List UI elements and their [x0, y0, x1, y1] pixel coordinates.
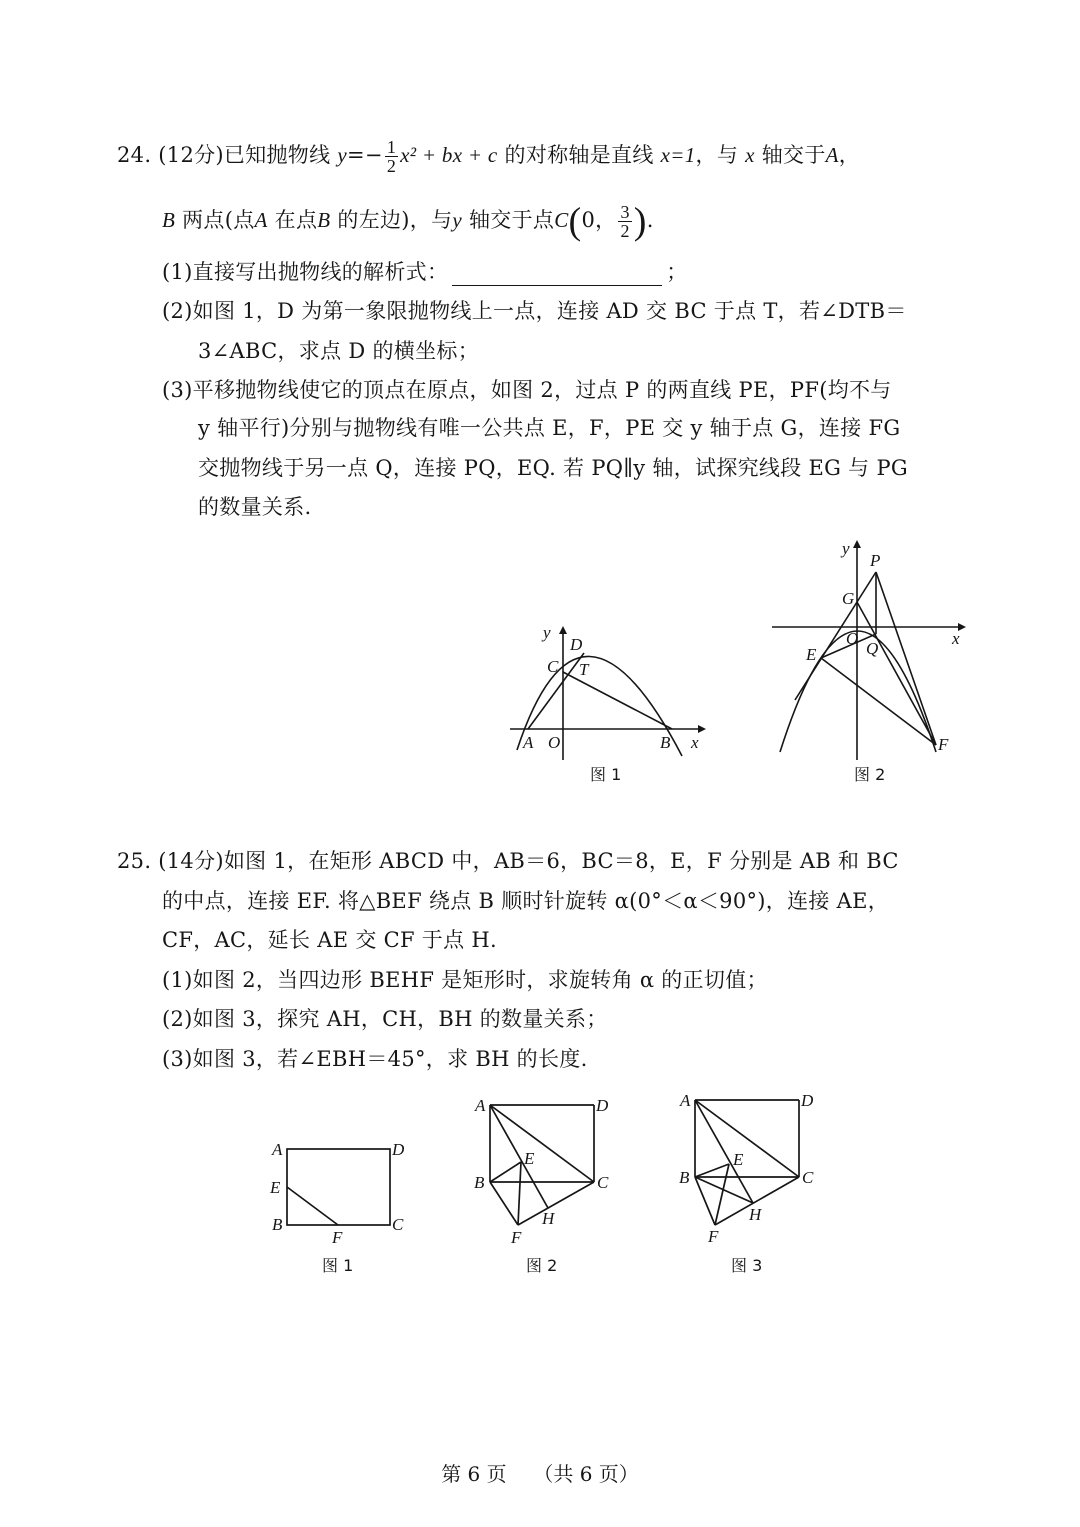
q25-stem-line2: 的中点，连接 EF. 将△BEF 绕点 B 顺时针旋转 α(0°＜α＜90°)，连接 AE， [162, 889, 890, 913]
label-Q: Q [866, 639, 879, 658]
segment-EF [518, 1162, 521, 1225]
x-axis-arrow-icon [698, 725, 706, 733]
answer-blank[interactable] [452, 265, 662, 286]
line-PE [795, 572, 879, 700]
label-D: D [801, 1091, 814, 1110]
diagonal-AC [490, 1105, 594, 1182]
q25-part3: (3)如图 3，若∠EBH＝45°，求 BH 的长度. [162, 1047, 588, 1071]
label-E: E [270, 1178, 281, 1197]
q24-stem-line1 [117, 138, 860, 175]
segment-FC [518, 1182, 594, 1225]
label-F: F [708, 1227, 719, 1246]
q24-text: 的左边)，与 [337, 208, 453, 232]
q24-text: 轴交于 [761, 143, 826, 167]
segment-BF [490, 1182, 518, 1225]
figure-caption: 图 2 [854, 765, 886, 784]
q24-part3-line3: 交抛物线于另一点 Q，连接 PQ，EQ. 若 PQ∥y 轴，试探究线段 EG 与 PG [198, 456, 908, 480]
label-O: O [548, 733, 561, 752]
label-B: B [660, 733, 671, 752]
label-C: C [547, 657, 559, 676]
point-C: C [554, 208, 569, 232]
q24-axis-text: 的对称轴是直线 [504, 143, 654, 167]
q24-score: (12分) [158, 143, 224, 167]
parabola [517, 656, 682, 756]
q24-intro-text: 已知抛物线 [223, 143, 331, 167]
q24-number: 24. [117, 143, 152, 167]
label-E: E [733, 1150, 744, 1169]
q25-stem-line1: 25. (14分)如图 1，在矩形 ABCD 中，AB＝6，BC＝8，E，F 分别是 AB 和 BC [117, 849, 899, 873]
q24-figure-1 [500, 620, 720, 790]
page-total: （共 6 页） [533, 1462, 639, 1486]
label-D: D [392, 1140, 405, 1159]
y-axis-arrow-icon [853, 540, 861, 548]
label-D: D [596, 1096, 609, 1115]
q25-part2: (2)如图 3，探究 AH，CH，BH 的数量关系； [162, 1007, 608, 1031]
label-G: G [842, 589, 855, 608]
point-A: A [254, 208, 268, 232]
frac-den: 2 [620, 221, 630, 241]
label-E: E [806, 645, 817, 664]
part1-end: ； [666, 260, 688, 284]
coord-fraction [618, 203, 631, 240]
label-H: H [542, 1209, 555, 1228]
rectangle-ABCD [287, 1149, 390, 1225]
y-var: y [452, 208, 463, 232]
label-A: A [680, 1091, 691, 1110]
point-B: B [317, 208, 331, 232]
q24-text: 两点(点 [182, 208, 255, 232]
eq-rest: x² + bx + c [400, 143, 498, 167]
eq-fraction [385, 138, 398, 175]
page-footer [0, 1458, 1080, 1487]
frac-num: 1 [386, 137, 397, 157]
q24-part3-line4: 的数量关系. [198, 495, 312, 519]
period: . [646, 208, 654, 232]
label-A: A [523, 733, 534, 752]
label-x: x [952, 629, 960, 648]
label-A: A [475, 1096, 486, 1115]
label-B: B [679, 1168, 690, 1187]
label-y: y [543, 623, 551, 642]
q24-text: 轴交于点 [469, 208, 555, 232]
segment-BE [695, 1164, 729, 1177]
y-axis-arrow-icon [559, 626, 567, 634]
frac-num: 3 [620, 202, 630, 222]
q24-part2-line2: 3∠ABC，求点 D 的横坐标； [198, 339, 479, 363]
q24-part1 [162, 258, 688, 286]
point-B: B [162, 208, 176, 232]
page-number: 第 6 页 [441, 1462, 507, 1486]
q24-figure-2 [760, 530, 980, 790]
label-F: F [938, 735, 949, 754]
x-var: x [745, 143, 755, 167]
label-y: y [842, 539, 850, 558]
segment-BC [563, 672, 672, 729]
diagonal-AC [695, 1100, 799, 1177]
q24-part3-line2: y 轴平行)分别与抛物线有唯一公共点 E，F，PE 交 y 轴于点 G，连接 FG [198, 416, 901, 440]
figure-caption: 图 1 [590, 765, 622, 784]
q24-text: 在点 [274, 208, 318, 232]
label-E: E [524, 1149, 535, 1168]
label-D: D [570, 635, 583, 654]
label-C: C [597, 1173, 609, 1192]
figure-caption: 图 3 [731, 1256, 763, 1275]
segment-EF [821, 658, 936, 745]
q24-part2-line1: (2)如图 1，D 为第一象限抛物线上一点，连接 AD 交 BC 于点 T，若∠DTB＝ [162, 299, 907, 323]
segment-EF [287, 1187, 338, 1225]
q25-part1: (1)如图 2，当四边形 BEHF 是矩形时，求旋转角 α 的正切值； [162, 968, 768, 992]
label-C: C [392, 1215, 404, 1234]
q25-figure-2 [460, 1090, 630, 1280]
line-PF [876, 572, 936, 745]
q24-comma: ， [838, 143, 861, 167]
frac-den: 2 [386, 156, 397, 176]
point-A: A [825, 143, 839, 167]
parabola [780, 631, 936, 752]
segment-BE [490, 1162, 521, 1182]
q24-stem-line2 [162, 200, 654, 243]
paren-close: ) [633, 200, 647, 243]
eq-var-y: y [337, 143, 348, 167]
label-H: H [749, 1205, 762, 1224]
q25-stem-line3: CF，AC，延长 AE 交 CF 于点 H. [162, 928, 497, 952]
label-O: O [846, 629, 859, 648]
label-B: B [272, 1215, 283, 1234]
label-C: C [802, 1168, 814, 1187]
label-T: T [579, 660, 589, 679]
figure-caption: 图 2 [526, 1256, 558, 1275]
paren-open: ( [568, 200, 582, 243]
axis-eq: x=1 [660, 143, 696, 167]
eq-sign: =− [347, 143, 383, 167]
segment-EF [715, 1164, 729, 1225]
coord-x: 0， [581, 208, 617, 232]
figure-caption: 图 1 [322, 1256, 354, 1275]
q25-figure-1 [260, 1130, 420, 1280]
q24-text: ，与 [695, 143, 739, 167]
label-A: A [272, 1140, 283, 1159]
label-F: F [511, 1228, 522, 1247]
q25-figure-3 [665, 1085, 835, 1280]
label-B: B [474, 1173, 485, 1192]
label-x: x [691, 733, 699, 752]
segment-FG [857, 602, 936, 745]
q24-part3-line1: (3)平移抛物线使它的顶点在原点，如图 2，过点 P 的两直线 PE，PF(均不与 [162, 378, 892, 402]
part1-text: (1)直接写出抛物线的解析式： [162, 260, 449, 284]
label-P: P [870, 551, 881, 570]
label-F: F [332, 1228, 343, 1247]
